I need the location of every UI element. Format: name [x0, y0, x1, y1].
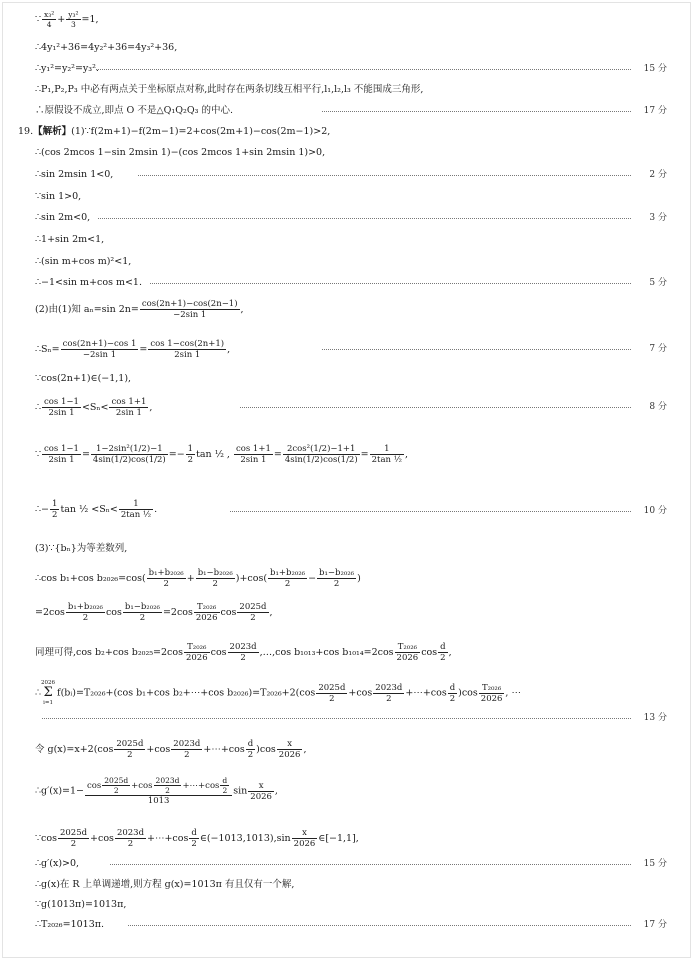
formula: ∴(cos 2mcos 1−sin 2msin 1)−(cos 2mcos 1+sin 2msin 1)>0,: [35, 147, 326, 158]
solution-page: ∵ $\frac{\text{x₃²}}{4}$ + $\frac{\text{y₃²}}{3}$ =1, ∴4y₁²+36=4y₂²+36=4y₃²+36, ∴y₁²=y₂²=y₃². 15 分 ∴P₁,P₂,P₃ 中必有两点关于坐标原点对称,此时存在两条切线互相平行,l₁,l₂,l₃ 不能围成三角形, ∴原假设不成立,即点 O 不是△Q₁Q₂Q₃ 的中心. 17 分 19.【解析】(1)∵f(2m+1)−f(2m−1)=2+cos(2m+1)−cos(2m−1)>2, ∴(cos 2mcos 1−sin 2msin 1)−(cos 2mcos 1+sin 2msin 1)>0, ∴sin 2msin 1<0, 2 分 ∵sin 1>0, ∴sin 2m<0, 3 分 ∴1+sin 2m<1, ∴(sin m+cos m)²<1, ∴−1<sin m+cos m<1. 5 分 (2)由(1)知 aₙ=sin 2n= $\frac{\cos(2n+1)-\cos(2n-1)}{-2\sin 1}$ , ∴Sₙ= $\frac{\cos(2n+1)-\cos 1}{-2\sin 1}$ = $\frac{\cos 1-\cos(2n+1)}{2\sin 1}$ , 7 分 ∵cos(2n+1)∈(−1,1), ∴ $\frac{\cos 1-1}{2\sin 1}$ <Sₙ< $\frac{\cos 1+1}{2\sin 1}$ , 8 分 ∵ $\frac{\cos 1-1}{2\sin 1}$ = $\frac{\text{1−2sin²(1/2)−1}}{4\sin(1/2)\cos(1/2)}$ =− $\frac{1}{2}$ tan ½ , $\frac{\cos 1+1}{2\sin 1}$ = $\frac{\text{2cos²(1/2)−1+1}}{4\sin(1/2)\cos(1/2)}$ = $\frac{1}{\text{2tan ½}}$ , ∴− $\frac{1}{2}$ tan ½ <Sₙ< $\frac{1}{\text{2tan ½}}$ . 10 分 (3)∵{bₙ}为等差数列, ∴cos b₁+cos b₂₀₂₆=cos( $\frac{\text{b₁+b₂₀₂₆}}{2}$ + $\frac{\text{b₁−b₂₀₂₆}}{2}$ )+cos( $\frac{\text{b₁+b₂₀₂₆}}{2}$ − $\frac{\text{b₁−b₂₀₂₆}}{2}$ ) =2cos $\frac{\text{b₁+b₂₀₂₆}}{2}$ cos $\frac{\text{b₁−b₂₀₂₆}}{2}$ =2cos $\frac{\text{T₂₀₂₆}}{2026}$ cos $\frac{2025d}{2}$ , 同理可得,cos b₂+cos b₂₀₂₅=2cos $\frac{\text{T₂₀₂₆}}{2026}$ cos $\frac{2023d}{2}$ ,…,cos b₁₀₁₃+cos b₁₀₁₄=2cos $\frac{\text{T₂₀₂₆}}{2026}$ cos $\frac{d}{2}$ , ∴ 2026 Σ i=1 f(bᵢ)=T₂₀₂₆+(cos b₁+cos b₂+⋯+cos b₂₀₂₆)=T₂₀₂₆+2(cos $\frac{2025d}{2}$ +cos $\frac{2023d}{2}$ +⋯+cos $\frac{d}{2}$ )cos $\frac{\text{T₂₀₂₆}}{2026}$ , ⋯ 13 分 令 g(x)=x+2(cos $\frac{2025d}{2}$ +cos $\frac{2023d}{2}$ +⋯+cos $\frac{d}{2}$ )cos $\frac{x}{2026}$ , ∴g′(x)=1− cos $\frac{2025d}{2}$ +cos $\frac{2023d}{2}$ +⋯+cos $\frac{d}{2}$ 1013 sin $\frac{x}{2026}$ , ∵cos $\frac{2025d}{2}$ +cos $\frac{2023d}{2}$ +⋯+cos $\frac{d}{2}$ ∈(−1013,1013),sin $\frac{x}{2026}$ ∈[−1,1], ∴g′(x)>0, 15 分 ∴g(x)在 R 上单调递增,则方程 g(x)=1013π 有且仅有一个解, ∵g(1013π)=1013π, ∴T₂₀₂₆=1013π. 17 分: [0, 0, 693, 960]
fraction: $\frac{1}{\text{2tan ½}}$: [120, 499, 152, 520]
fraction: $\frac{\text{b₁+b₂₀₂₆}}{2}$: [270, 568, 306, 589]
fraction: $\frac{1}{2}$: [187, 444, 194, 465]
formula: (1)∵f(2m+1)−f(2m−1)=2+cos(2m+1)−cos(2m−1)>2,: [71, 126, 331, 137]
fraction: $\frac{\text{1−2sin²(1/2)−1}}{4\sin(1/2)\cos(1/2)}$: [92, 444, 166, 465]
formula: ∴1+sin 2m<1,: [35, 234, 105, 245]
fraction: $\frac{\cos(2n+1)-\cos 1}{-2\sin 1}$: [62, 339, 137, 360]
fraction: $\frac{x}{2026}$: [293, 828, 316, 849]
fraction: $\frac{2025d}{2}$: [116, 739, 144, 760]
fraction: $\frac{x}{2026}$: [250, 780, 272, 802]
fraction: $\frac{\text{2cos²(1/2)−1+1}}{4\sin(1/2)\cos(1/2)}$: [284, 444, 358, 465]
dot-leader: [240, 407, 631, 408]
fraction: $\frac{\text{b₁+b₂₀₂₆}}{2}$: [148, 568, 184, 589]
dot-leader: [98, 218, 631, 219]
fraction: $\frac{\cos 1-1}{2\sin 1}$: [44, 444, 79, 465]
score-label: 2 分: [649, 170, 667, 180]
formula: (3)∵{bₙ}为等差数列,: [35, 543, 128, 554]
formula: ∴g′(x)>0,: [35, 858, 80, 869]
fraction: $\frac{2023d}{2}$: [229, 642, 257, 663]
fraction: $\frac{2023d}{2}$: [173, 739, 201, 760]
dot-leader: [128, 925, 631, 926]
fraction: $\frac{d}{2}$: [449, 682, 456, 704]
fraction: $\frac{d}{2}$: [191, 828, 197, 849]
fraction: $\frac{\text{T₂₀₂₆}}{2026}$: [185, 642, 208, 663]
fraction: $\frac{x}{2026}$: [278, 739, 301, 760]
text: ∴原假设不成立,即点 O 不是△Q₁Q₂Q₃ 的中心.: [35, 105, 233, 116]
fraction: $\frac{\text{b₁−b₂₀₂₆}}{2}$: [197, 568, 233, 589]
score-label: 10 分: [643, 506, 667, 516]
formula: ∴sin 2msin 1<0,: [35, 169, 114, 180]
score-label: 17 分: [643, 920, 667, 930]
text: ∴g(x)在 R 上单调递增,则方程 g(x)=1013π 有且仅有一个解,: [35, 879, 295, 890]
formula: ∴sin 2m<0,: [35, 212, 91, 223]
score-label: 17 分: [643, 106, 667, 116]
fraction: $\frac{2023d}{2}$: [116, 828, 145, 849]
score-label: 5 分: [649, 278, 667, 288]
dot-leader: [150, 283, 631, 284]
dot-leader: [322, 111, 631, 112]
score-label: 7 分: [649, 344, 667, 354]
formula: ∴(sin m+cos m)²<1,: [35, 256, 132, 267]
fraction: $\frac{1}{\text{2tan ½}}$: [371, 444, 402, 465]
fraction: $\frac{\text{b₁−b₂₀₂₆}}{2}$: [319, 568, 355, 589]
fraction: $\frac{2025d}{2}$: [239, 602, 267, 623]
fraction: $\frac{2025d}{2}$: [318, 682, 346, 704]
score-label: 8 分: [649, 402, 667, 412]
fraction: $\frac{\text{b₁+b₂₀₂₆}}{2}$: [67, 602, 103, 623]
score-label: 15 分: [643, 64, 667, 74]
fraction: $\frac{d}{2}$: [440, 642, 446, 663]
formula: ∴y₁²=y₂²=y₃².: [35, 63, 99, 74]
fraction: $\frac{2023d}{2}$: [375, 682, 403, 704]
score-label: 3 分: [649, 213, 667, 223]
fraction: $\frac{2025d}{2}$: [59, 828, 88, 849]
text: ∴P₁,P₂,P₃ 中必有两点关于坐标原点对称,此时存在两条切线互相平行,l₁,l₂,l₃ 不能围成三角形,: [35, 84, 424, 95]
fraction: $\frac{\cos 1+1}{2\sin 1}$: [235, 444, 271, 465]
page-border: [2, 2, 691, 958]
fraction: $\frac{\cos(2n+1)-\cos(2n-1)}{-2\sin 1}$: [141, 299, 238, 320]
fraction: $\frac{\text{T₂₀₂₆}}{2026}$: [195, 602, 218, 623]
fraction: $\frac{\text{T₂₀₂₆}}{2026}$: [480, 682, 503, 704]
fraction: $\frac{\text{T₂₀₂₆}}{2026}$: [396, 642, 419, 663]
formula: ∴T₂₀₂₆=1013π.: [35, 919, 105, 930]
dot-leader: [96, 69, 631, 70]
formula: ∴−1<sin m+cos m<1.: [35, 277, 142, 288]
dot-leader: [138, 175, 631, 176]
score-label: 13 分: [643, 713, 667, 723]
score-label: 15 分: [643, 859, 667, 869]
analysis-tag: 【解析】: [33, 126, 72, 137]
fraction: $\frac{\cos 1+1}{2\sin 1}$: [111, 397, 147, 418]
fraction: $\frac{d}{2}$: [247, 739, 254, 760]
formula: ∵sin 1>0,: [35, 191, 82, 202]
dot-leader: [42, 718, 631, 719]
formula: ∴4y₁²+36=4y₂²+36=4y₃²+36,: [35, 42, 178, 53]
dot-leader: [230, 511, 631, 512]
fraction: $\frac{\cos 1-1}{2\sin 1}$: [44, 397, 79, 418]
fraction: $\frac{\text{b₁−b₂₀₂₆}}{2}$: [124, 602, 160, 623]
fraction: $\frac{\cos 1-\cos(2n+1)}{2\sin 1}$: [150, 339, 225, 360]
formula: ∵g(1013π)=1013π,: [35, 899, 127, 910]
fraction: $\frac{\text{x₃²}}{4}$: [44, 10, 55, 29]
fraction: $\frac{\text{y₃²}}{3}$: [68, 10, 79, 29]
fraction: $\frac{1}{2}$: [52, 499, 58, 520]
text: ∵: [35, 14, 42, 25]
formula: ∵cos(2n+1)∈(−1,1),: [35, 373, 132, 384]
dot-leader: [110, 864, 631, 865]
dot-leader: [322, 349, 631, 350]
summation-sign: 2026 Σ i=1: [41, 680, 56, 706]
fraction-big: cos $\frac{2025d}{2}$ +cos $\frac{2023d}{2}$ +⋯+cos $\frac{d}{2}$ 1013: [85, 776, 232, 806]
